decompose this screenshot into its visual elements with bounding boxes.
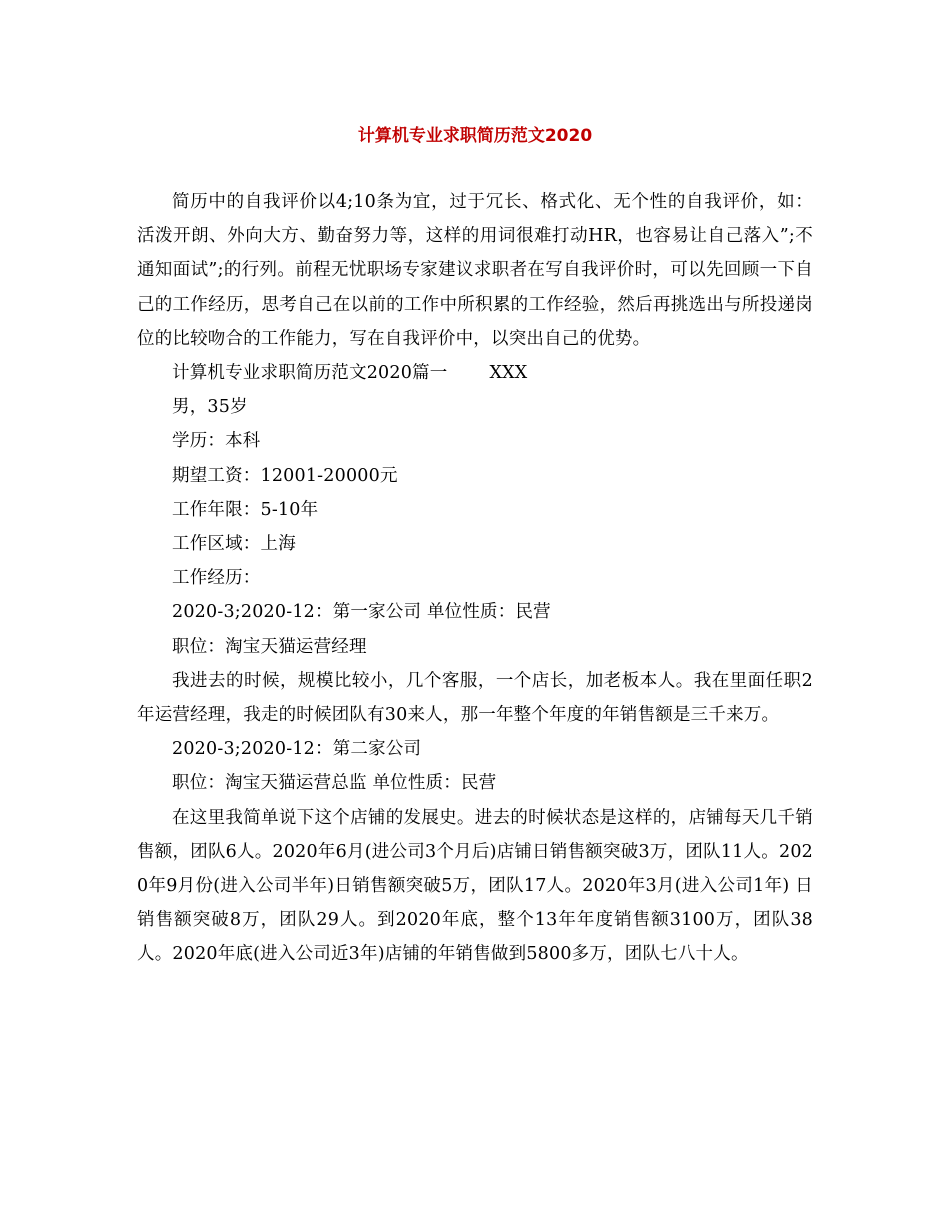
document-title: 计算机专业求职简历范文2020 <box>357 126 593 146</box>
job-2-position: 职位：淘宝天猫运营总监 单位性质：民营 <box>172 773 497 794</box>
resume-heading: 计算机专业求职简历范文2020篇一 <box>172 363 448 384</box>
job-2-period-company: 2020-3;2020-12：第二家公司 <box>172 739 422 760</box>
education: 学历：本科 <box>172 431 261 452</box>
work-years: 工作年限：5-10年 <box>172 499 319 520</box>
experience-label: 工作经历： <box>172 568 261 589</box>
job-1-position: 职位：淘宝天猫运营经理 <box>172 636 367 657</box>
job-1-period-company: 2020-3;2020-12：第一家公司 单位性质：民营 <box>172 602 551 623</box>
expected-salary: 期望工资：12001-20000元 <box>172 465 398 486</box>
intro-paragraph: 简历中的自我评价以4;10条为宜，过于冗长、格式化、无个性的自我评价，如：活泼开朗、外向大方、勤奋努力等，这样的用词很难打动HR，也容易让自己落入”;不通知面试”;的行列。前程无忧职场专家建议求职者在写自我评价时，可以先回顾一下自己的工作经历，思考自己在以前的工作中所积累的工作经验，然后再挑选出与所投递岗位的比较吻合的工作能力，写在自我评价中，以突出自己的优势。 <box>137 192 813 349</box>
resume-heading-line <box>137 356 813 390</box>
gender-age: 男，35岁 <box>172 397 248 418</box>
candidate-name: XXX <box>489 363 528 384</box>
job-2-description: 在这里我简单说下这个店铺的发展史。进去的时候状态是这样的，店铺每天几千销售额，团队6人。2020年6月(进公司3个月后)店铺日销售额突破3万，团队11人。2020年9月份(进入公司半年)日销售额突破5万，团队17人。2020年3月(进入公司1年) 日销售额突破8万，团队29人。到2020年底，整个13年年度销售额3100万，团队38人。2020年底(进入公司近3年)店铺的年销售做到5800多万，团队七八十人。 <box>137 807 813 965</box>
job-1-description: 我进去的时候，规模比较小，几个客服，一个店长，加老板本人。我在里面任职2年运营经理，我走的时候团队有30来人，那一年整个年度的年销售额是三千来万。 <box>137 670 813 726</box>
document-body <box>137 185 813 972</box>
work-area: 工作区域：上海 <box>172 534 296 555</box>
